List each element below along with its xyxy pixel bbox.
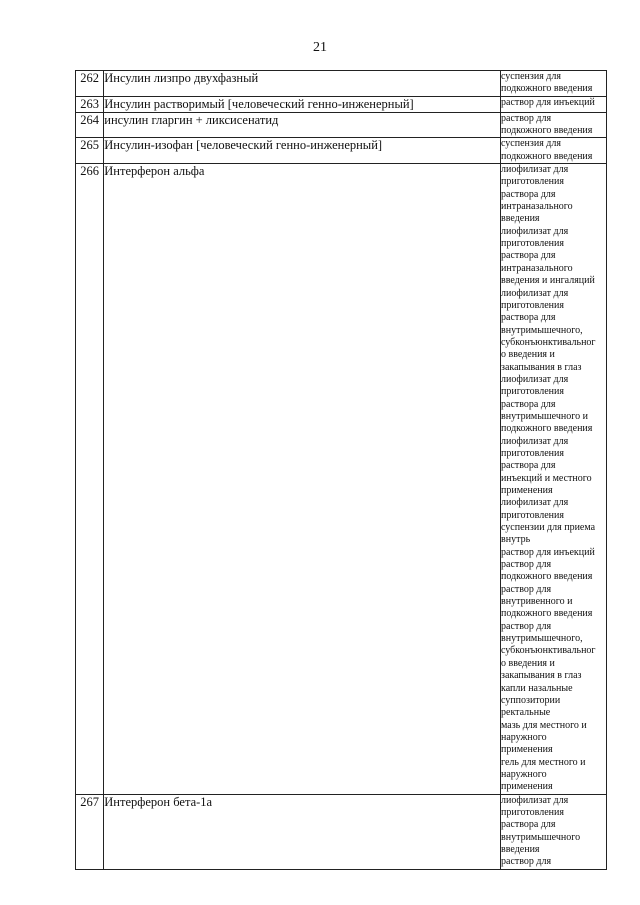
dosage-form-line: суспензия для: [501, 71, 561, 82]
table-row: [76, 96, 607, 112]
row-number: 266: [76, 164, 104, 795]
dosage-form-line: раствора для: [501, 460, 556, 472]
dosage-form-line: подкожного введения: [501, 571, 593, 583]
dosage-form-line: о введения и: [501, 657, 555, 669]
dosage-form-line: лиофилизат для: [501, 435, 569, 447]
table-row: [76, 112, 607, 138]
dosage-form-line: интраназального: [501, 262, 573, 274]
row-number: 265: [76, 138, 104, 164]
dosage-form-line: раствора для: [501, 188, 556, 200]
dosage-form-line: лиофилизат для: [501, 164, 569, 176]
dosage-form-line: ректальные: [501, 707, 551, 719]
dosage-form-line: раствор для: [501, 559, 552, 571]
dosage-form-line: приготовления: [501, 806, 564, 818]
drug-name: Интерферон альфа: [104, 164, 501, 795]
dosage-form-line: введения и ингаляций: [501, 275, 595, 287]
dosage-form-line: приготовления: [501, 238, 564, 250]
dosage-form-line: подкожного введения: [501, 150, 593, 162]
table-row: [76, 71, 607, 97]
dosage-form-line: о введения и: [501, 349, 555, 361]
dosage-form-line: суспензии для приема: [501, 522, 596, 534]
dosage-form-line: приготовления: [501, 447, 564, 459]
table-body: [76, 71, 607, 870]
dosage-form-line: внутримышечного: [501, 831, 581, 843]
dosage-form-line: субконъюнктивальног: [501, 645, 596, 657]
row-number: 267: [76, 794, 104, 869]
dosage-form-line: подкожного введения: [501, 423, 593, 435]
dosage-form-line: приготовления: [501, 299, 564, 311]
drug-name: Инсулин лизпро двухфазный: [104, 71, 501, 97]
dosage-form-line: приготовления: [501, 509, 564, 521]
page-number: 21: [313, 40, 327, 55]
dosage-form-line: закапывания в глаз: [501, 670, 582, 682]
dosage-form-line: лиофилизат для: [501, 373, 569, 385]
drug-name: Интерферон бета-1а: [104, 794, 501, 869]
dosage-form-line: закапывания в глаз: [501, 361, 582, 373]
drug-table: [75, 70, 607, 870]
dosage-form-line: внутрь: [501, 534, 531, 546]
dosage-form-line: раствор для инъекций: [501, 96, 595, 108]
row-number: 263: [76, 96, 104, 112]
dosage-form-line: капли назальные: [501, 682, 573, 694]
dosage-form-line: лиофилизат для: [501, 287, 569, 299]
drug-name: инсулин гларгин + ликсисенатид: [104, 112, 501, 138]
dosage-form-line: введения: [501, 843, 540, 855]
dosage-forms: [501, 794, 607, 869]
dosage-form-line: применения: [501, 485, 553, 496]
dosage-form-line: суппозитории: [501, 694, 561, 706]
dosage-form-line: инъекций и местного: [501, 472, 592, 484]
dosage-form-line: раствора для: [501, 398, 556, 410]
dosage-form-line: лиофилизат для: [501, 497, 569, 509]
dosage-forms: [501, 96, 607, 112]
dosage-form-line: применения: [501, 744, 553, 756]
dosage-form-line: наружного: [501, 731, 547, 743]
row-number: 262: [76, 71, 104, 97]
dosage-forms: [501, 138, 607, 164]
dosage-form-line: внутримышечного,: [501, 324, 583, 336]
dosage-form-line: раствор для: [501, 583, 552, 595]
table-row: [76, 138, 607, 164]
table-row: [76, 794, 607, 869]
dosage-form-line: приготовления: [501, 386, 564, 398]
dosage-form-line: субконъюнктивальног: [501, 336, 596, 348]
dosage-form-line: внутривенного и: [501, 596, 573, 608]
dosage-forms: [501, 164, 607, 795]
dosage-form-line: раствор для: [501, 620, 552, 632]
dosage-forms: [501, 112, 607, 138]
dosage-form-line: мазь для местного и: [501, 719, 587, 731]
dosage-form-line: суспензия для: [501, 138, 561, 150]
table-row: [76, 164, 607, 795]
dosage-form-line: введения: [501, 213, 540, 225]
drug-name: Инсулин-изофан [человеческий генно-инженерный]: [104, 138, 501, 164]
dosage-form-line: раствора для: [501, 250, 556, 262]
dosage-form-line: приготовления: [501, 176, 564, 188]
dosage-form-line: применения: [501, 781, 553, 793]
dosage-form-line: внутримышечного,: [501, 633, 583, 645]
dosage-form-line: раствор для: [501, 112, 552, 124]
dosage-form-line: лиофилизат для: [501, 225, 569, 237]
dosage-form-line: наружного: [501, 768, 547, 780]
dosage-form-line: подкожного введения: [501, 608, 593, 620]
drug-name: Инсулин растворимый [человеческий генно-инженерный]: [104, 96, 501, 112]
dosage-form-line: интраназального: [501, 201, 573, 213]
dosage-form-line: лиофилизат для: [501, 794, 569, 806]
dosage-forms: [501, 71, 607, 97]
dosage-form-line: внутримышечного и: [501, 410, 588, 422]
dosage-form-line: раствор для инъекций: [501, 546, 595, 558]
dosage-form-line: подкожного введения: [501, 125, 593, 137]
dosage-form-line: раствора для: [501, 819, 556, 831]
dosage-form-line: раствора для: [501, 312, 556, 324]
dosage-form-line: раствор для: [501, 856, 552, 868]
row-number: 264: [76, 112, 104, 138]
dosage-form-line: подкожного введения: [501, 83, 593, 95]
dosage-form-line: гель для местного и: [501, 756, 586, 768]
